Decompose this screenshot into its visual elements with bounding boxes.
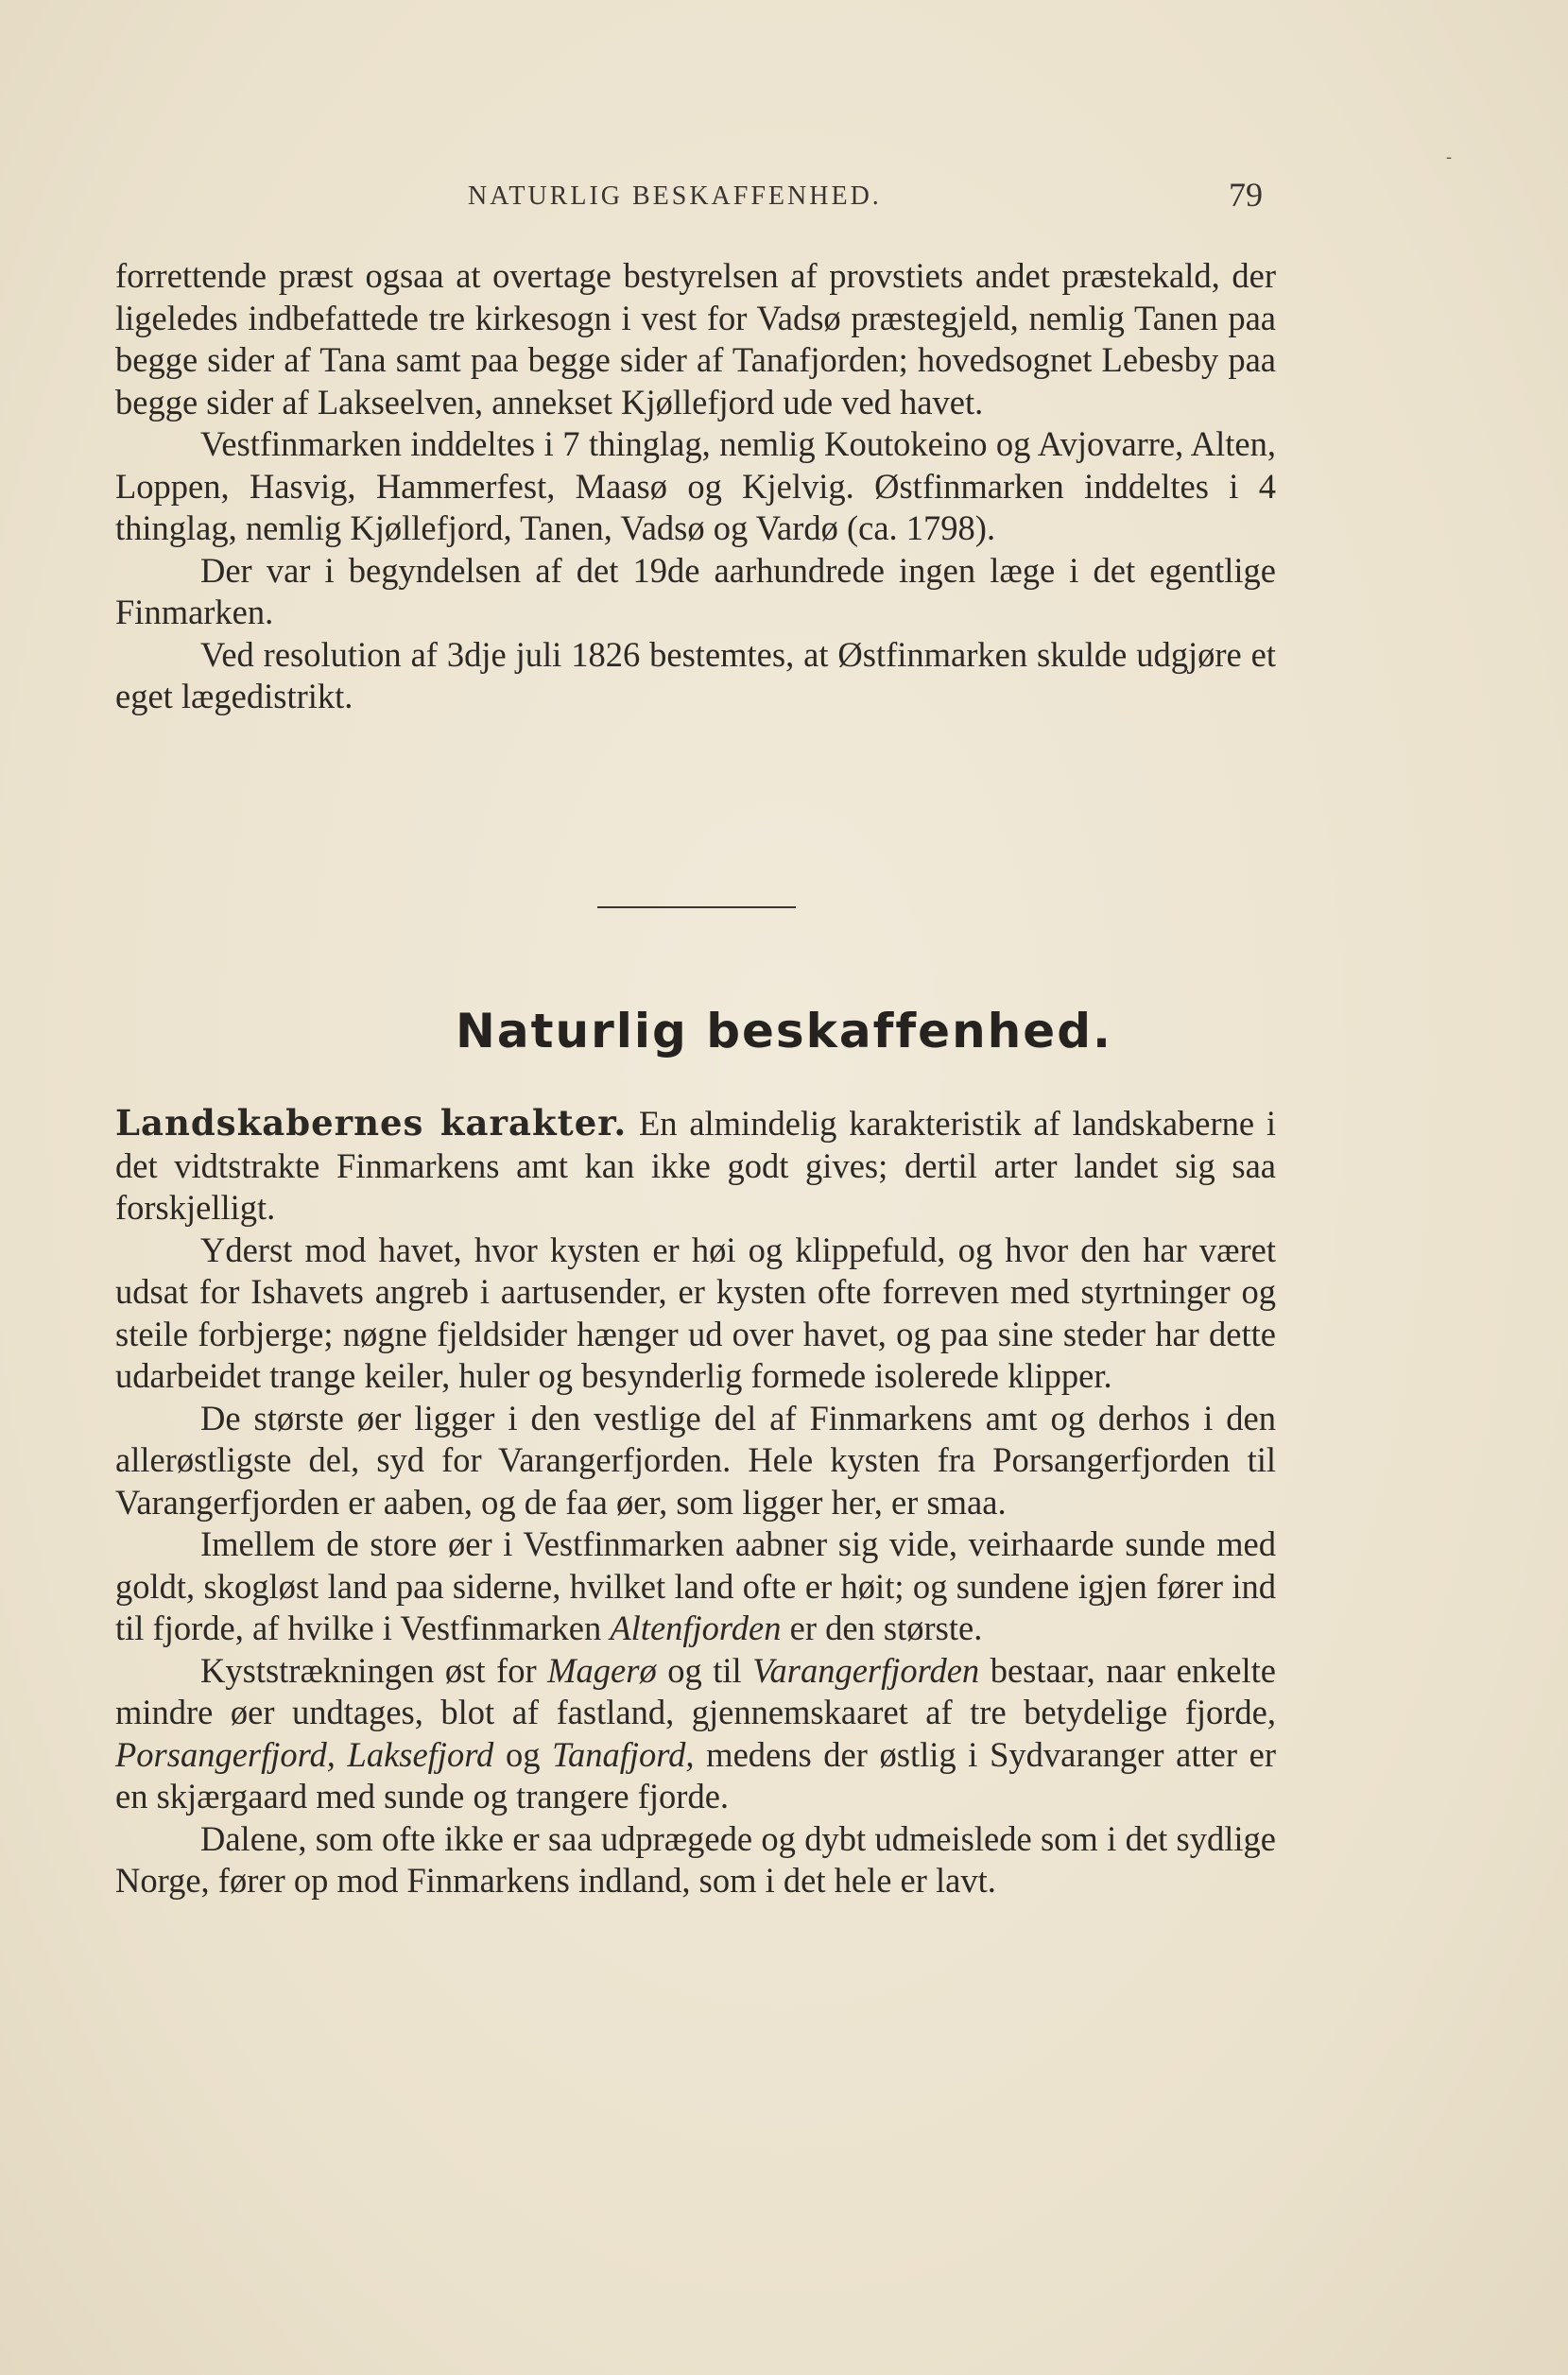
place-name: Varangerfjorden [752,1650,980,1690]
text-run [336,1735,348,1774]
intro-text: En almindelig karakteristik af landskaberne i det vidtstrakte Finmarkens amt kan ikke godt gives; dertil arter landet sig saa forskjelligt. [115,1104,1276,1227]
top-text-block [115,255,1276,718]
paragraph: De største øer ligger i den vestlige del af Finmarkens amt og derhos i den allerøstligste del, syd for Varangerfjorden. Hele kysten fra Porsangerfjorden til Varangerfjorden er aaben, og de faa øer, som ligger her, er smaa. [115,1398,1276,1522]
text-run: og til [656,1650,753,1690]
text-run: er den største. [781,1609,983,1647]
page-number: 79 [1229,176,1263,214]
paragraph-coast [115,1650,1276,1818]
text-run: bestaar, naar enkelte mindre øer undtages, blot af fastland, gjennemskaaret af tre betydelige fjorde, [115,1650,1276,1731]
paragraph: Yderst mod havet, hvor kysten er høi og klippefuld, og hvor den har været udsat for Ishavets angreb i aartusender, er kysten ofte forreven med styrtninger og steile forbjerge; nøgne fjeldsider hænger ud over havet, og paa sine steder har dette udarbeidet trange keiler, huler og besynderlig formede isolerede klipper. [115,1230,1276,1395]
text-run: medens der østlig i Sydvaranger atter er en skjærgaard med sunde og trangere fjorde. [115,1734,1276,1816]
subheading: Landskabernes karakter. [115,1102,628,1144]
paragraph: forrettende præst ogsaa at overtage bestyrelsen af provstiets andet præstekald, der ligeledes indbefattede tre kirkesogn i vest for Vadsø præstegjeld, nemlig Tanen paa begge sider af Tana samt paa begge sider af Tanafjorden; hovedsognet Lebesby paa begge sider af Lakseelven, annekset Kjøllefjord ude ved havet. [115,256,1276,422]
place-name: Tanafjord, [552,1734,695,1774]
text-run: Imellem de store øer i Vestfinmarken aabner sig vide, veirhaarde sunde med goldt, skogløst land paa siderne, hvilket land ofte er høit; og sundene igjen fører ind til fjorde, af hvilke i Vestfinmarken [115,1524,1276,1647]
section-heading: Naturlig beskaffenhed. [456,1004,1112,1058]
intro-paragraph [115,1102,1276,1230]
paragraph: Dalene, som ofte ikke er saa udprægede og dybt udmeislede som i det sydlige Norge, fører op mod Finmarkens indland, som i det hele er lavt. [115,1818,1276,1900]
paragraph: Ved resolution af 3dje juli 1826 bestemtes, at Østfinmarken skulde udgjøre et eget lægedistrikt. [115,634,1276,715]
place-name: Porsangerfjord, [115,1734,336,1774]
corner-mark: - [1446,147,1453,167]
paragraph: Vestfinmarken inddeltes i 7 thinglag, nemlig Koutokeino og Avjovarre, Alten, Loppen, Hasvig, Hammerfest, Maasø og Kjelvig. Østfinmarken inddeltes i 4 thinglag, nemlig Kjøllefjord, Tanen, Vadsø og Vardø (ca. 1798). [115,424,1276,547]
running-head: NATURLIG BESKAFFENHED. [468,181,882,211]
place-name: Magerø [547,1650,657,1690]
paragraph-alten [115,1523,1276,1650]
place-name: Laksefjord [347,1734,494,1774]
section-text-block [115,1102,1276,1902]
text-run: og [493,1734,553,1774]
paragraph: Der var i begyndelsen af det 19de aarhundrede ingen læge i det egentlige Finmarken. [115,550,1276,631]
text-run: Kyststrækningen øst for [200,1650,548,1690]
section-divider [597,906,796,908]
place-name: Altenfjorden [610,1609,782,1647]
